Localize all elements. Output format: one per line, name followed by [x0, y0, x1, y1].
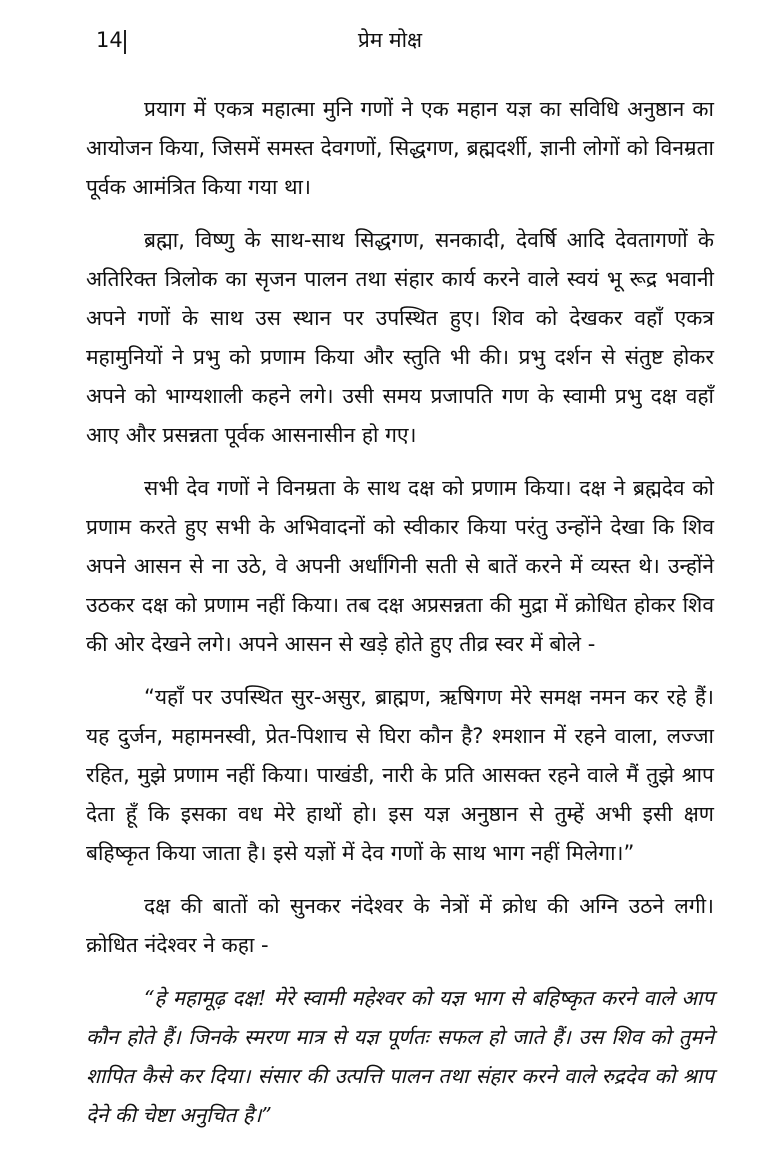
page-number: 14: [96, 28, 123, 52]
page-header: [0, 24, 780, 60]
paragraph-shiva-arrival: ब्रह्मा, विष्णु के साथ-साथ सिद्धगण, सनकादी, देवर्षि आदि देवतागणों के अतिरिक्त त्रिलोक का सृजन पालन तथा संहार कार्य करने वाले स्वयं भू रूद्र भवानी अपने गणों के साथ उस स्थान पर उपस्थित हुए। शिव को देखकर वहाँ एकत्र महामुनियों ने प्रभु को प्रणाम किया और स्तुति भी की। प्रभु दर्शन से संतुष्ट होकर अपने को भाग्यशाली कहने लगे। उसी समय प्रजापति गण के स्वामी प्रभु दक्ष वहाँ आए और प्रसन्नता पूर्वक आसनासीन हो गए।: [86, 228, 714, 447]
paragraph-daksha-anger: सभी देव गणों ने विनम्रता के साथ दक्ष को प्रणाम किया। दक्ष ने ब्रह्मदेव को प्रणाम करते हुए सभी के अभिवादनों को स्वीकार किया परंतु उन्होंने देखा कि शिव अपने आसन से ना उठे, वे अपनी अर्धांगिनी सती से बातें करने में व्यस्त थे। उन्होंने उठकर दक्ष को प्रणाम नहीं किया। तब दक्ष अप्रसन्नता की मुद्रा में क्रोधित होकर शिव की ओर देखने लगे। अपने आसन से खड़े होते हुए तीव्र स्वर में बोले -: [86, 476, 714, 656]
paragraph-prayag-yagya: प्रयाग में एकत्र महात्मा मुनि गणों ने एक महान यज्ञ का सविधि अनुष्ठान का आयोजन किया, जिसमें समस्त देवगणों, सिद्धगण, ब्रह्मदर्शी, ज्ञानी लोगों को विनम्रता पूर्वक आमंत्रित किया गया था।: [86, 97, 714, 199]
paragraph-nandeshwar-reaction: दक्ष की बातों को सुनकर नंदेश्वर के नेत्रों में क्रोध की अग्नि उठने लगी। क्रोधित नंदेश्वर ने कहा -: [86, 894, 714, 957]
running-title: प्रेम मोक्ष: [357, 28, 423, 52]
quote-nandeshwar-reply: “हे महामूढ़ दक्ष! मेरे स्वामी महेश्वर को यज्ञ भाग से बहिष्कृत करने वाले आप कौन होते हैं। जिनके स्मरण मात्र से यज्ञ पूर्णतः सफल हो जाते हैं। उस शिव को तुमने शापित कैसे कर दिया। संसार की उत्पत्ति पालन तथा संहार करने वाले रुद्रदेव को श्राप देने की चेष्टा अनुचित है।”: [86, 986, 714, 1127]
quote-daksha-curse: “यहाँ पर उपस्थित सुर-असुर, ब्राह्मण, ऋषिगण मेरे समक्ष नमन कर रहे हैं। यह दुर्जन, महामनस्वी, प्रेत-पिशाच से घिरा कौन है? श्मशान में रहने वाला, लज्जा रहित, मुझे प्रणाम नहीं किया। पाखंडी, नारी के प्रति आसक्त रहने वाले मैं तुझे श्राप देता हूँ कि इसका वध मेरे हाथों हो। इस यज्ञ अनुष्ठान से तुम्हें अभी इसी क्षण बहिष्कृत किया जाता है। इसे यज्ञों में देव गणों के साथ भाग नहीं मिलेगा।”: [86, 685, 714, 865]
page-body: [86, 90, 714, 1149]
